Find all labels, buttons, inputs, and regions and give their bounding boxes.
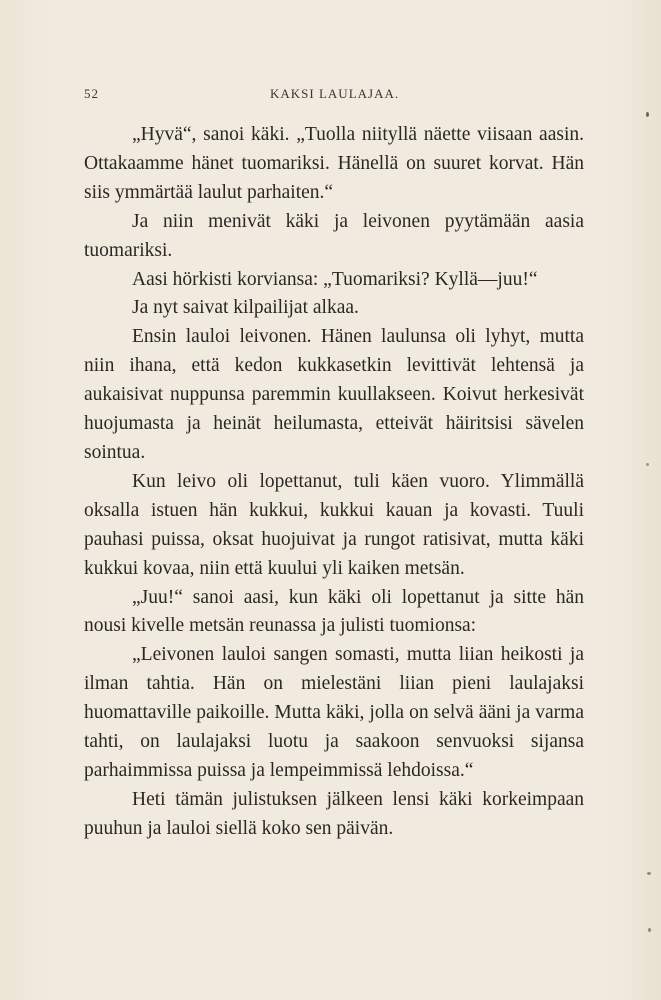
paragraph: Ja niin menivät käki ja leivonen pyytämään aasia tuomariksi. [84,210,584,261]
paper-speck [648,928,651,932]
paper-speck [646,463,649,466]
paragraph: „Hyvä“, sanoi käki. „Tuolla niityllä näette viisaan aasin. Ottakaamme hänet tuomariksi. Hänellä on suuret korvat. Hän siis ymmärtää laulut parhaiten.“ [84,124,584,203]
paragraph: Ja nyt saivat kilpailijat alkaa. [132,297,359,319]
paper-speck [646,112,649,117]
page-number: 52 [84,86,99,101]
page-header [84,86,584,106]
running-head: KAKSI LAULAJAA. [270,86,400,101]
paragraph: „Leivonen lauloi sangen somasti, mutta liian heikosti ja ilman tahtia. Hän on mielestäni liian pieni laulajaksi huomattaville paikoille. Mutta käki, jolla on selvä ääni ja varma tahti, on laulajaksi luotu ja saakoon senvuoksi sijansa parhaimmissa puissa ja lempeimmissä lehdoissa.“ [84,644,584,781]
paragraph: Heti tämän julistuksen jälkeen lensi käki korkeimpaan puuhun ja lauloi siellä koko sen päivän. [84,788,584,839]
paper-speck [647,872,651,875]
paragraph: Aasi hörkisti korviansa: „Tuomariksi? Kyllä—juu!“ [132,268,538,290]
paragraph: Kun leivo oli lopettanut, tuli käen vuoro. Ylimmällä oksalla istuen hän kukkui, kukkui kauan ja kovasti. Tuuli pauhasi puissa, oksat huojuivat ja rungot ratisivat, mutta käki kukkui kovaa, niin että kuului yli kaiken metsän. [84,470,584,579]
paragraph: „Juu!“ sanoi aasi, kun käki oli lopettanut ja sitte hän nousi kivelle metsän reunassa ja julisti tuomionsa: [84,586,584,637]
paragraph: Ensin lauloi leivonen. Hänen laulunsa oli lyhyt, mutta niin ihana, että kedon kukkasetkin levittivät lehtensä ja aukaisivat nuppunsa paremmin kuullakseen. Koivut herkesivät huojumasta ja heinät heilumasta, etteivät häiritsisi sävelen sointua. [84,326,584,463]
body-text [84,121,584,844]
